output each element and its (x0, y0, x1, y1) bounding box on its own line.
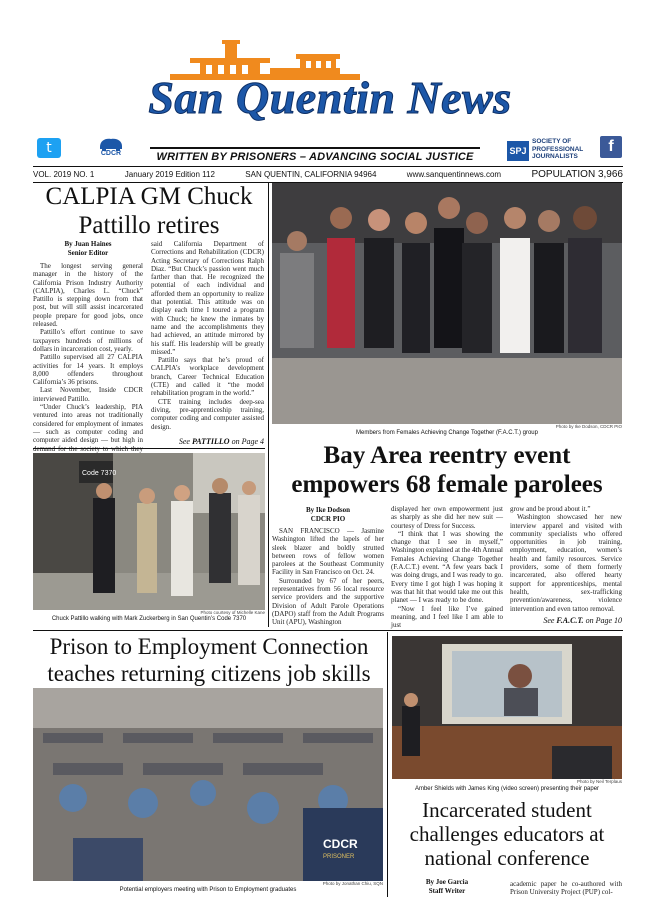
issue-volume: VOL. 2019 NO. 1 (33, 170, 95, 179)
calpia-column-1 (33, 262, 143, 461)
reentry-paragraph: Surrounded by 67 of her peers, representatives from 56 local resource service providers and the supportive Division of Adult Parole Operations (DAPO) staff from the Adult Programs Unit (APU), Washington (272, 576, 384, 627)
jump-prefix: See (178, 437, 192, 446)
cdcr-shirt-text: CDCR (323, 837, 358, 851)
calpia-paragraph: Last November, Inside CDCR interviewed Pattillo. (33, 386, 143, 403)
reentry-jump-link[interactable] (510, 616, 622, 625)
calpia-headline: CALPIA GM Chuck Pattillo retires (45, 183, 253, 239)
population-count: POPULATION 3,966 (531, 169, 623, 180)
spj-logo-text: SPJ (509, 146, 527, 156)
student-photo-caption: Amber Shields with James King (video screen) presenting their paper (414, 786, 600, 792)
student-conference-photo (392, 636, 622, 779)
twitter-icon[interactable] (37, 138, 61, 158)
fact-group-photo (272, 183, 622, 424)
divider (33, 448, 265, 449)
twitter-glyph: t (46, 140, 52, 156)
column-divider (387, 632, 388, 897)
reentry-paragraph: grow and be proud about it.” (510, 505, 591, 513)
reentry-column-1 (272, 527, 384, 627)
reentry-paragraph: “I think that I was showing the change that I see in myself,” Washington explained at the 4th Annual Females Achieving Change Together (F.A.C.T.) event. “A few years back I was doing drugs, and I was ready to go. Every time I got high I was hoping it was that hit that would take me out this planet — I was ready to be done. (391, 529, 503, 605)
calpia-paragraph: CTE training includes deep-sea diving, pre-apprenticeship training, computer coding and computer assisted design. (151, 397, 264, 431)
student-photo-credit: Photo by Neil Terplaus (577, 779, 622, 784)
student-paragraph: academic paper he co-authored with Prison University Project (PUP) col- (510, 880, 622, 897)
facebook-glyph: f (608, 138, 614, 155)
calpia-byline (33, 240, 143, 258)
fact-photo-caption: Members from Females Achieving Change Together (F.A.C.T.) group (356, 430, 538, 436)
p2e-photo-caption: Potential employers meeting with Prison to Employment graduates (119, 887, 297, 893)
fact-photo-credit: Photo by Ike Dodson, CDCR PIO (555, 424, 622, 429)
p2e-photo (33, 688, 383, 881)
student-column-2 (510, 880, 622, 897)
divider (33, 630, 623, 631)
calpia-paragraph: said California Department of Corrections and Rehabilitation (CDCR) Acting Secretary of Corrections Ralph Diaz. “But Chuck’s passion went much farther than that. He recognized the potential of each individual and afforded them an opportunity to realize that potential. This attitude was on display each time I toured a program with Chuck; he knew the inmates by name and the accomplishments they had achieved, an attitude mirrored by his staff. His leadership will be greatly missed.” (151, 240, 264, 356)
calpia-paragraph: Pattillo’s effort continue to save taxpayers hundreds of millions of dollars in incarceration cost, yearly. (33, 328, 143, 353)
masthead-title: San Quentin News (148, 72, 512, 123)
calpia-paragraph: Pattillo says that he’s proud of CALPIA’s workplace development branch, Career Technical Education (CTE) and called it “the model rehabilitation program in the world.” (151, 356, 264, 398)
spj-logo-icon (507, 141, 529, 161)
jump-prefix: See (543, 616, 557, 625)
spj-label: SOCIETY OF PROFESSIONAL JOURNALISTS (532, 138, 584, 160)
p2e-photo-credit: Photo by Jonathan Chiu, SQN (322, 881, 383, 886)
website-link[interactable]: www.sanquentinnews.com (406, 170, 502, 179)
masthead-tagline: WRITTEN BY PRISONERS – ADVANCING SOCIAL JUSTICE (156, 151, 474, 163)
walk-photo-caption: Chuck Pattillo walking with Mark Zuckerberg in San Quentin’s Code 7370 (51, 616, 247, 622)
reentry-byline-title: CDCR PIO (310, 515, 346, 523)
calpia-jump-link[interactable] (151, 437, 264, 446)
reentry-column-2 (391, 505, 503, 629)
student-byline (392, 878, 502, 896)
facebook-icon[interactable] (600, 136, 622, 158)
jump-target: F.A.C.T. (556, 616, 584, 625)
reentry-byline-name: By Ike Dodson (306, 506, 350, 514)
student-byline-title: Staff Writer (428, 887, 466, 895)
student-byline-name: By Joe Garcia (425, 878, 469, 886)
calpia-paragraph: “Under Chuck’s leadership, PIA ventured into areas not traditionally considered for employment of inmates — such as computer coding and computer aided design — but high in (33, 403, 143, 445)
issue-location: SAN QUENTIN, CALIFORNIA 94964 (245, 170, 377, 179)
issue-edition: January 2019 Edition 112 (124, 170, 215, 179)
reentry-paragraph: “Now I feel like I’ve gained meaning, and I feel like I am able to just (391, 604, 503, 630)
tagline-rule (150, 147, 480, 149)
reentry-paragraph: SAN FRANCISCO — Jasmine Washington lifted the lapels of her sleek blazer and boldly strutted between rows of fellow women parolees at the Southeast Community Facility in San Francisco on Oct. 24. (272, 527, 384, 577)
reentry-byline (272, 506, 384, 524)
pattillo-walking-photo (33, 453, 265, 610)
jump-page: on Page 4 (229, 437, 264, 446)
walk-photo-credit: Photo courtesy of Michelle Kane (200, 610, 265, 615)
calpia-byline-name: By Juan Haines (64, 240, 112, 248)
issue-info-bar (33, 166, 623, 183)
p2e-headline: Prison to Employment Connection teaches returning citizens job skills (47, 634, 371, 686)
jump-target: PATTILLO (191, 437, 230, 446)
reentry-headline: Bay Area reentry event empowers 68 female parolees (291, 442, 603, 498)
cdcr-shirt-subtext: PRISONER (323, 854, 355, 860)
calpia-paragraph: Pattillo supervised all 27 CALPIA activities for 14 years. It employs 8,000 offenders throughout California’s 36 prisons. (33, 353, 143, 387)
student-headline: Incarcerated student challenges educators at national conference (409, 798, 605, 870)
column-divider (268, 182, 269, 627)
reentry-column-3 (510, 505, 622, 613)
code-7370-sign-text: Code 7370 (82, 470, 117, 477)
calpia-byline-title: Senior Editor (67, 249, 109, 257)
jump-page: on Page 10 (583, 616, 622, 625)
reentry-paragraph: displayed her own empowerment just as sharply as she did her new suit — courtesy of Dress for Success. (391, 505, 503, 530)
reentry-paragraph: Washington showcased her new interview apparel and visited with community specialists who offered opportunities in job training, employment, education, women’s health and family resources. Service providers, some of them formerly incarcerated, also offered hearty support for apprenticeships, mental health, sex-trafficking prevention/awareness, violence intervention and even tattoo removal. (510, 513, 622, 613)
calpia-paragraph: The longest serving general manager in the history of the California Prison Industry Authority (CALPIA), Charles L. “Chuck” Pattillo is stepping down from that post, but will still assist incarcerated people prepare for good jobs, once released. (33, 262, 143, 329)
calpia-column-2 (151, 240, 264, 431)
cdcr-logo-text: CDCR (100, 150, 122, 157)
